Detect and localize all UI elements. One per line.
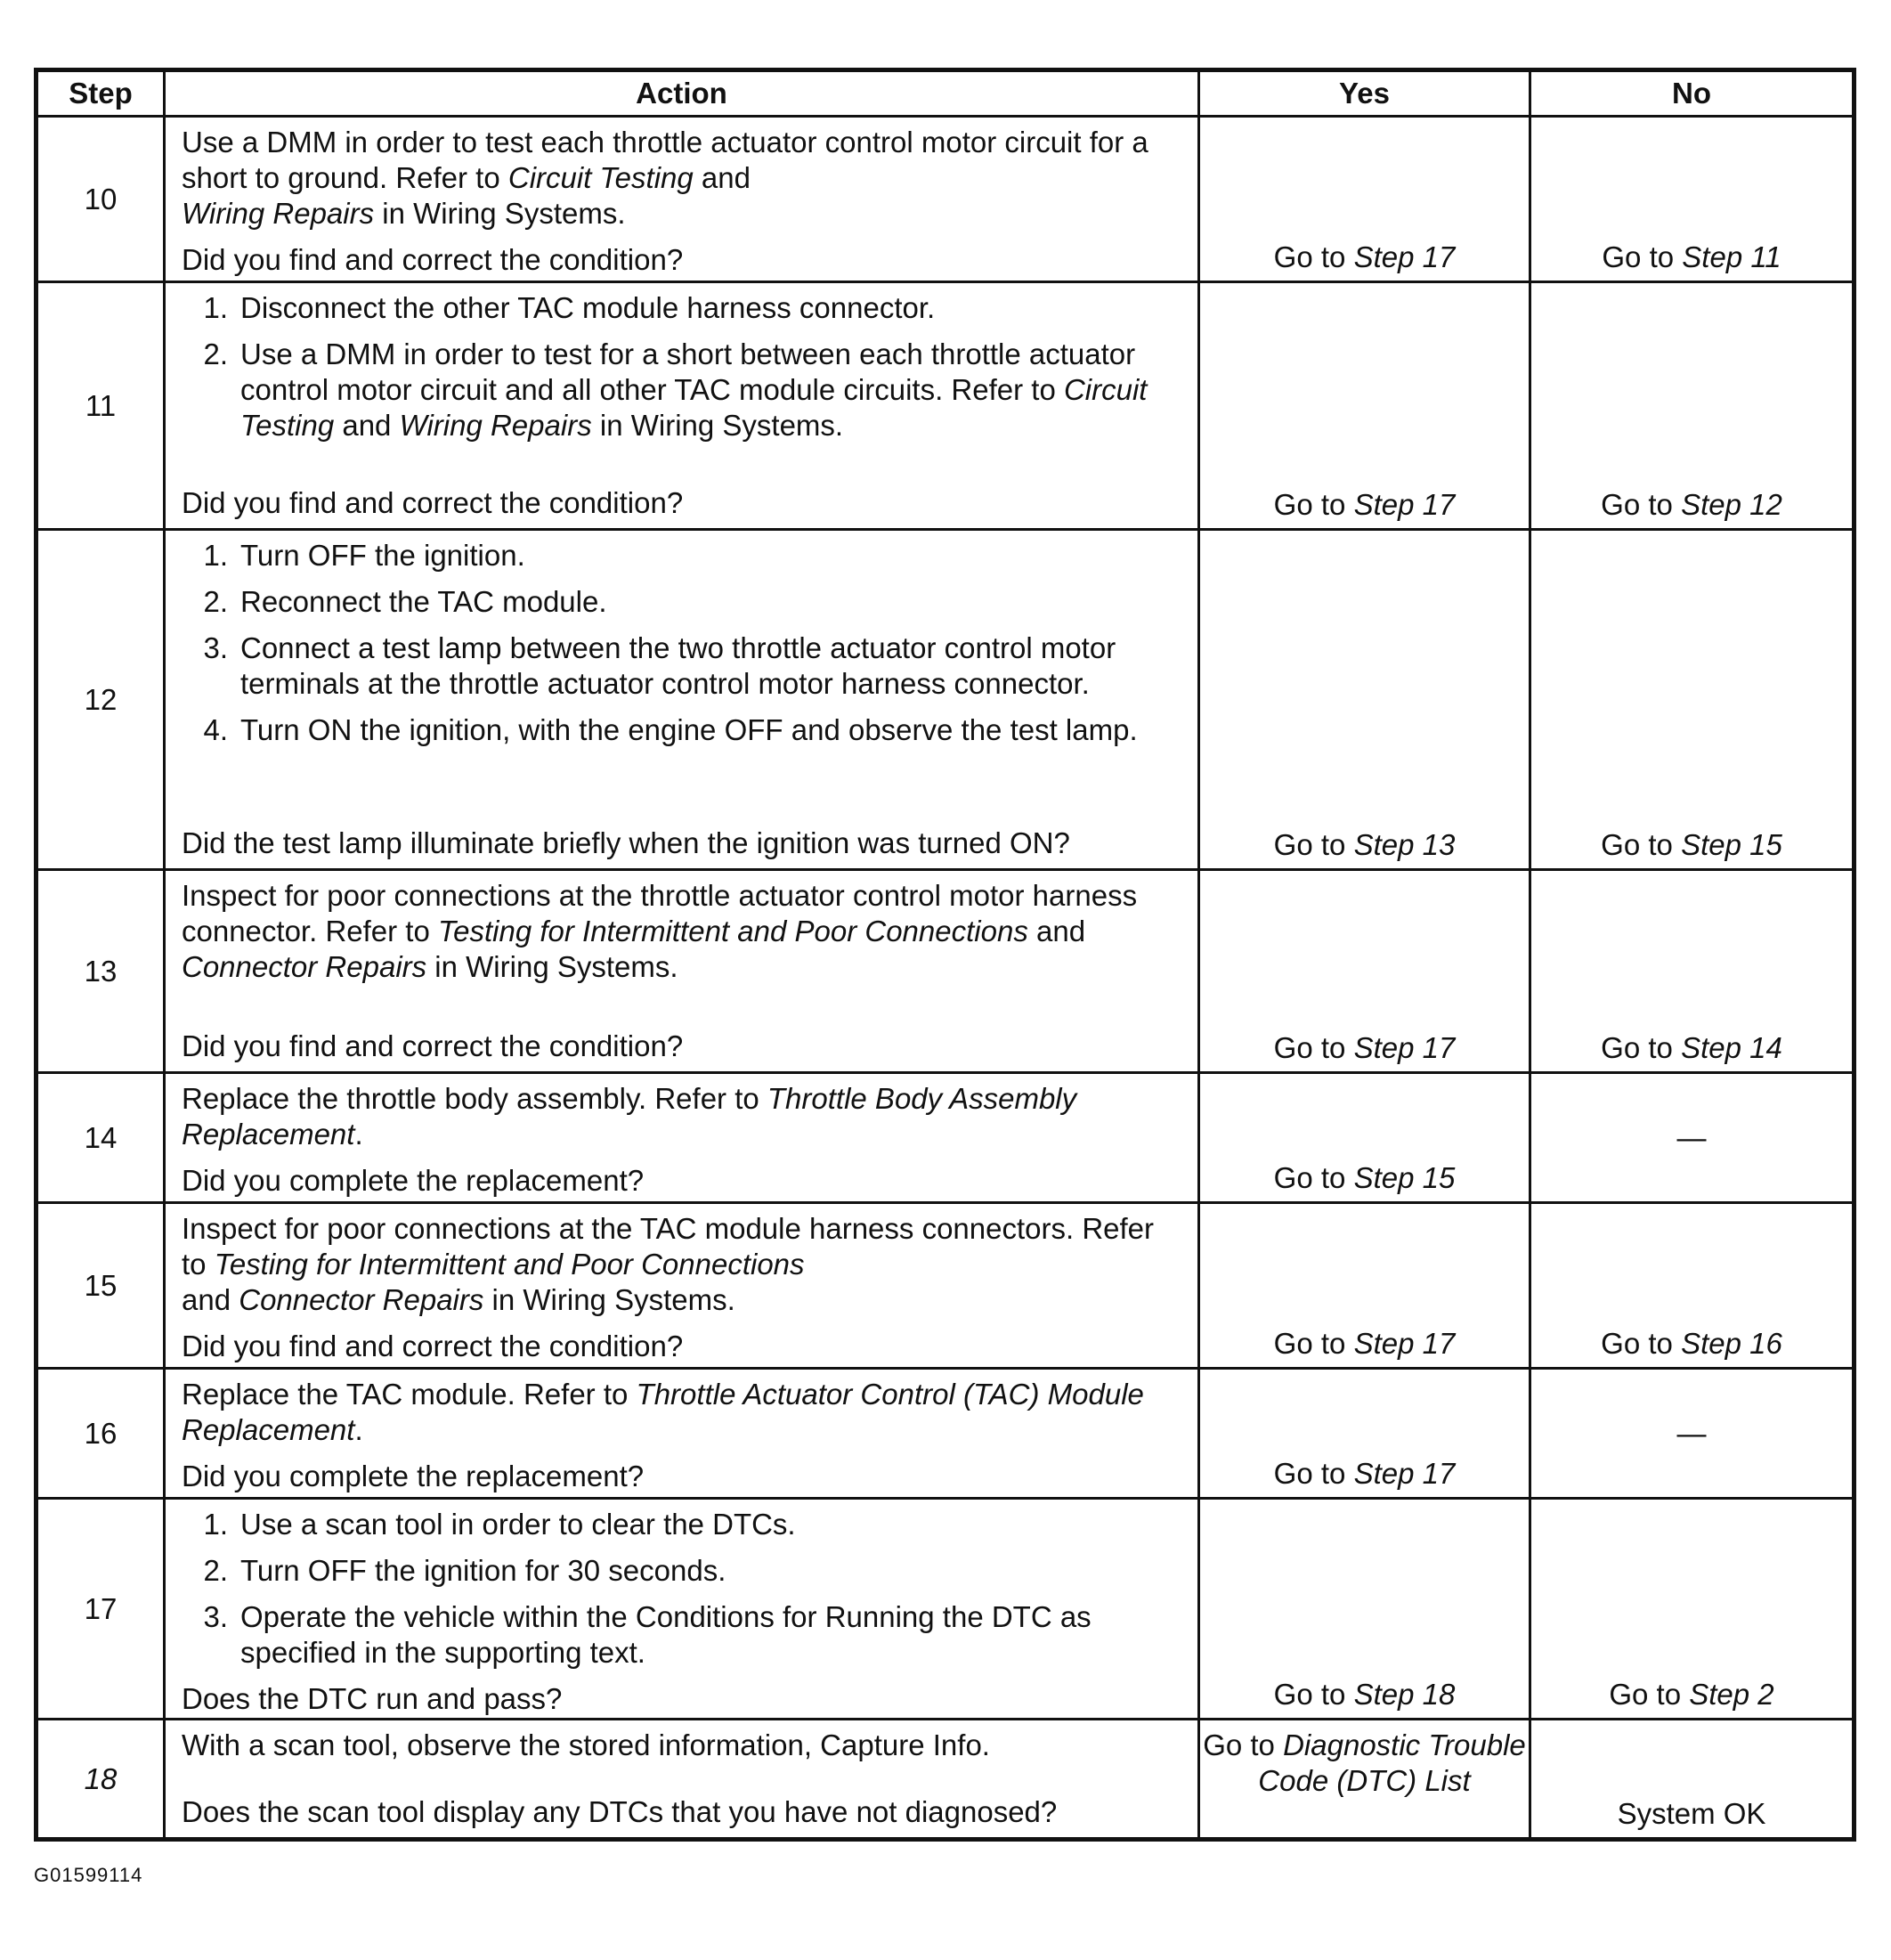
yes-result: Go to Step 17 [1199,282,1530,530]
no-result: Go to Step 2 [1530,1499,1854,1720]
item-number: 3. [203,631,228,664]
action-step-item [182,1553,1181,1589]
item-text: Disconnect the other TAC module harness connector. [240,291,936,324]
action-step-item [182,337,1181,443]
table-header-row [37,70,1854,117]
item-number: 4. [203,713,228,746]
table-row-step-14 [37,1073,1854,1203]
table-row-step-17 [37,1499,1854,1720]
item-text: Turn OFF the ignition for 30 seconds. [240,1554,726,1587]
action-step-item [182,1507,1181,1542]
table-row-step-15 [37,1203,1854,1369]
step-number: 15 [37,1203,165,1369]
item-number: 3. [203,1600,228,1633]
item-text: Use a DMM in order to test for a short between each throttle actuator control motor circuit and all other TAC module circuits. Refer to Circuit Testing and Wiring Repairs in Wiring Systems. [240,338,1148,442]
yes-result: Go to Step 17 [1199,1369,1530,1499]
action-step-item [182,538,1181,573]
action-instruction: Inspect for poor connections at the TAC module harness connectors. Refer to Testing for Intermittent and Poor Connections and Connector Repairs in Wiring Systems. [182,1212,1155,1316]
item-text: Use a scan tool in order to clear the DTCs. [240,1508,796,1541]
table-row-step-16 [37,1369,1854,1499]
item-number: 1. [203,539,228,572]
action-instruction: Replace the throttle body assembly. Refer to Throttle Body Assembly Replacement. [182,1082,1077,1151]
no-result: Go to Step 16 [1530,1203,1854,1369]
no-result: — [1530,1369,1854,1499]
item-number: 1. [203,291,228,324]
action-question: Did you find and correct the condition? [182,1029,684,1062]
action-question: Did you complete the replacement? [182,1460,645,1492]
yes-result: Go to Step 18 [1199,1499,1530,1720]
action-question: Did you find and correct the condition? [182,243,684,276]
step-number: 16 [37,1369,165,1499]
action-question: Did you complete the replacement? [182,1164,645,1197]
header-step: Step [37,70,165,117]
yes-result: Go to Step 17 [1199,870,1530,1073]
step-number: 18 [37,1720,165,1840]
no-result: Go to Step 12 [1530,282,1854,530]
table-row-step-18 [37,1720,1854,1840]
action-instruction: Replace the TAC module. Refer to Throttle Actuator Control (TAC) Module Replacement. [182,1378,1144,1446]
action-cell [165,282,1199,530]
action-step-item [182,1599,1181,1671]
header-action: Action [165,70,1199,117]
yes-result: Go to Step 13 [1199,530,1530,870]
yes-result: Go to Diagnostic Trouble Code (DTC) List [1199,1720,1530,1840]
action-cell [165,1369,1199,1499]
action-steps-list [182,538,1181,748]
action-cell [165,870,1199,1073]
action-step-item [182,290,1181,326]
yes-result: Go to Step 17 [1199,117,1530,282]
action-question: Did you find and correct the condition? [182,486,684,519]
action-instruction: Inspect for poor connections at the throttle actuator control motor harness connector. Refer to Testing for Intermittent and Poor Connections and Connector Repairs in Wiring Systems. [182,879,1138,983]
action-cell [165,1499,1199,1720]
action-cell [165,530,1199,870]
item-number: 2. [203,1554,228,1587]
action-step-item [182,584,1181,620]
diagnostic-table-wrapper [34,68,1852,1842]
action-instruction: With a scan tool, observe the stored information, Capture Info. [182,1728,990,1761]
action-question: Does the DTC run and pass? [182,1682,563,1715]
action-question: Did the test lamp illuminate briefly when the ignition was turned ON? [182,826,1070,859]
step-number: 12 [37,530,165,870]
no-result: Go to Step 14 [1530,870,1854,1073]
item-number: 1. [203,1508,228,1541]
no-result: — [1530,1073,1854,1203]
yes-result: Go to Step 17 [1199,1203,1530,1369]
header-no: No [1530,70,1854,117]
action-step-item [182,712,1181,748]
action-question: Did you find and correct the condition? [182,1330,684,1362]
table-row-step-10 [37,117,1854,282]
table-row-step-11 [37,282,1854,530]
diagnostic-table [34,68,1856,1842]
table-row-step-12 [37,530,1854,870]
table-row-step-13 [37,870,1854,1073]
item-text: Reconnect the TAC module. [240,585,607,618]
item-text: Operate the vehicle within the Conditions for Running the DTC as specified in the supporting text. [240,1600,1092,1669]
action-step-item [182,630,1181,702]
item-number: 2. [203,338,228,370]
action-question: Does the scan tool display any DTCs that you have not diagnosed? [182,1795,1058,1828]
step-number: 17 [37,1499,165,1720]
header-yes: Yes [1199,70,1530,117]
action-cell [165,1720,1199,1840]
no-result: System OK [1530,1720,1854,1840]
step-number: 13 [37,870,165,1073]
no-result: Go to Step 11 [1530,117,1854,282]
item-number: 2. [203,585,228,618]
action-instruction: Use a DMM in order to test each throttle actuator control motor circuit for a short to ground. Refer to Circuit Testing and Wiring Repairs in Wiring Systems. [182,126,1148,230]
action-steps-list [182,290,1181,443]
item-text: Connect a test lamp between the two throttle actuator control motor terminals at the throttle actuator control motor harness connector. [240,631,1116,700]
action-cell [165,1203,1199,1369]
step-number: 14 [37,1073,165,1203]
yes-result: Go to Step 15 [1199,1073,1530,1203]
action-cell [165,117,1199,282]
action-steps-list [182,1507,1181,1671]
item-text: Turn OFF the ignition. [240,539,525,572]
table-body [37,117,1854,1840]
item-text: Turn ON the ignition, with the engine OFF and observe the test lamp. [240,713,1138,746]
action-cell [165,1073,1199,1203]
step-number: 10 [37,117,165,282]
step-number: 11 [37,282,165,530]
no-result: Go to Step 15 [1530,530,1854,870]
figure-id: G01599114 [34,1864,143,1886]
